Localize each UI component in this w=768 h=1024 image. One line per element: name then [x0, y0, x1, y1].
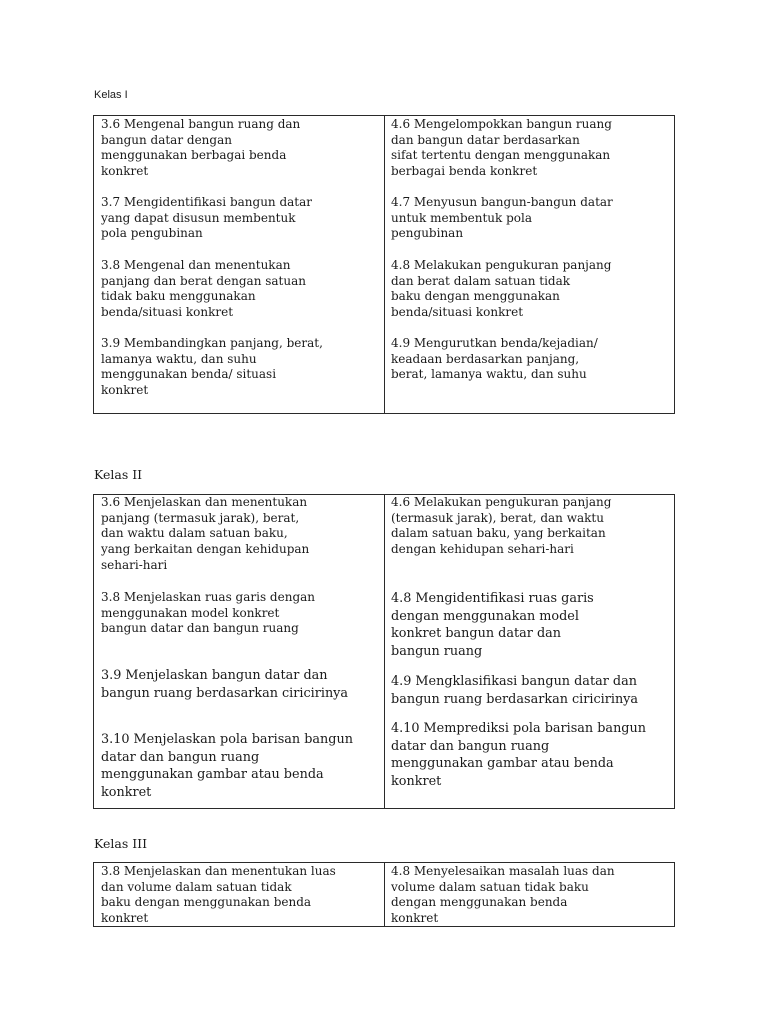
kd4-cell: 4.8 Menyelesaikan masalah luas dan volume dalam satuan tidak baku dengan menggunakan benda konkret	[391, 864, 615, 926]
section-heading-kelas-3: Kelas III	[94, 836, 148, 851]
kd4-cell: 4.9 Mengklasifikasi bangun datar dan bangun ruang berdasarkan ciricirinya	[391, 674, 639, 707]
kd4-cell: 4.8 Melakukan pengukuran panjang dan berat dalam satuan tidak baku dengan menggunakan benda/situasi konkret	[391, 258, 612, 320]
kd3-cell: 3.7 Mengidentifikasi bangun datar yang dapat disusun membentuk pola pengubinan	[101, 195, 313, 241]
kd3-cell: 3.9 Menjelaskan bangun datar dan bangun ruang berdasarkan ciricirinya	[101, 668, 349, 701]
column-divider	[384, 495, 385, 808]
kd3-cell: 3.8 Menjelaskan dan menentukan luas dan volume dalam satuan tidak baku dengan menggunakan benda konkret	[101, 864, 336, 926]
kd3-cell: 3.8 Menjelaskan ruas garis dengan menggunakan model konkret bangun datar dan bangun ruang	[101, 590, 316, 636]
kd-table-kelas-3	[93, 862, 675, 927]
section-heading-kelas-2: Kelas II	[94, 467, 143, 482]
kd3-cell: 3.6 Mengenal bangun ruang dan bangun datar dengan menggunakan berbagai benda konkret	[101, 117, 301, 179]
kd3-cell: 3.8 Mengenal dan menentukan panjang dan berat dengan satuan tidak baku menggunakan benda/situasi konkret	[101, 258, 306, 320]
column-divider	[384, 116, 385, 413]
kd4-cell: 4.6 Melakukan pengukuran panjang (termasuk jarak), berat, dan waktu dalam satuan baku, yang berkaitan dengan kehidupan sehari-hari	[391, 495, 612, 557]
kd3-cell: 3.6 Menjelaskan dan menentukan panjang (termasuk jarak), berat, dan waktu dalam satuan baku, yang berkaitan dengan kehidupan sehari-hari	[101, 495, 310, 572]
section-heading-kelas-1: Kelas I	[94, 89, 128, 101]
kd4-cell: 4.8 Mengidentifikasi ruas garis dengan menggunakan model konkret bangun datar dan bangun ruang	[391, 591, 594, 659]
kd3-cell: 3.10 Menjelaskan pola barisan bangun datar dan bangun ruang menggunakan gambar atau benda konkret	[101, 732, 353, 800]
column-divider	[384, 863, 385, 926]
kd-table-kelas-2	[93, 494, 675, 809]
kd4-cell: 4.6 Mengelompokkan bangun ruang dan bangun datar berdasarkan sifat tertentu dengan menggunakan berbagai benda konkret	[391, 117, 612, 179]
kd4-cell: 4.10 Memprediksi pola barisan bangun datar dan bangun ruang menggunakan gambar atau benda konkret	[391, 721, 646, 789]
kd4-cell: 4.7 Menyusun bangun-bangun datar untuk membentuk pola pengubinan	[391, 195, 613, 241]
kd-table-kelas-1	[93, 115, 675, 414]
kd3-cell: 3.9 Membandingkan panjang, berat, lamanya waktu, dan suhu menggunakan benda/ situasi konkret	[101, 336, 323, 398]
kd4-cell: 4.9 Mengurutkan benda/kejadian/ keadaan berdasarkan panjang, berat, lamanya waktu, dan suhu	[391, 336, 598, 382]
